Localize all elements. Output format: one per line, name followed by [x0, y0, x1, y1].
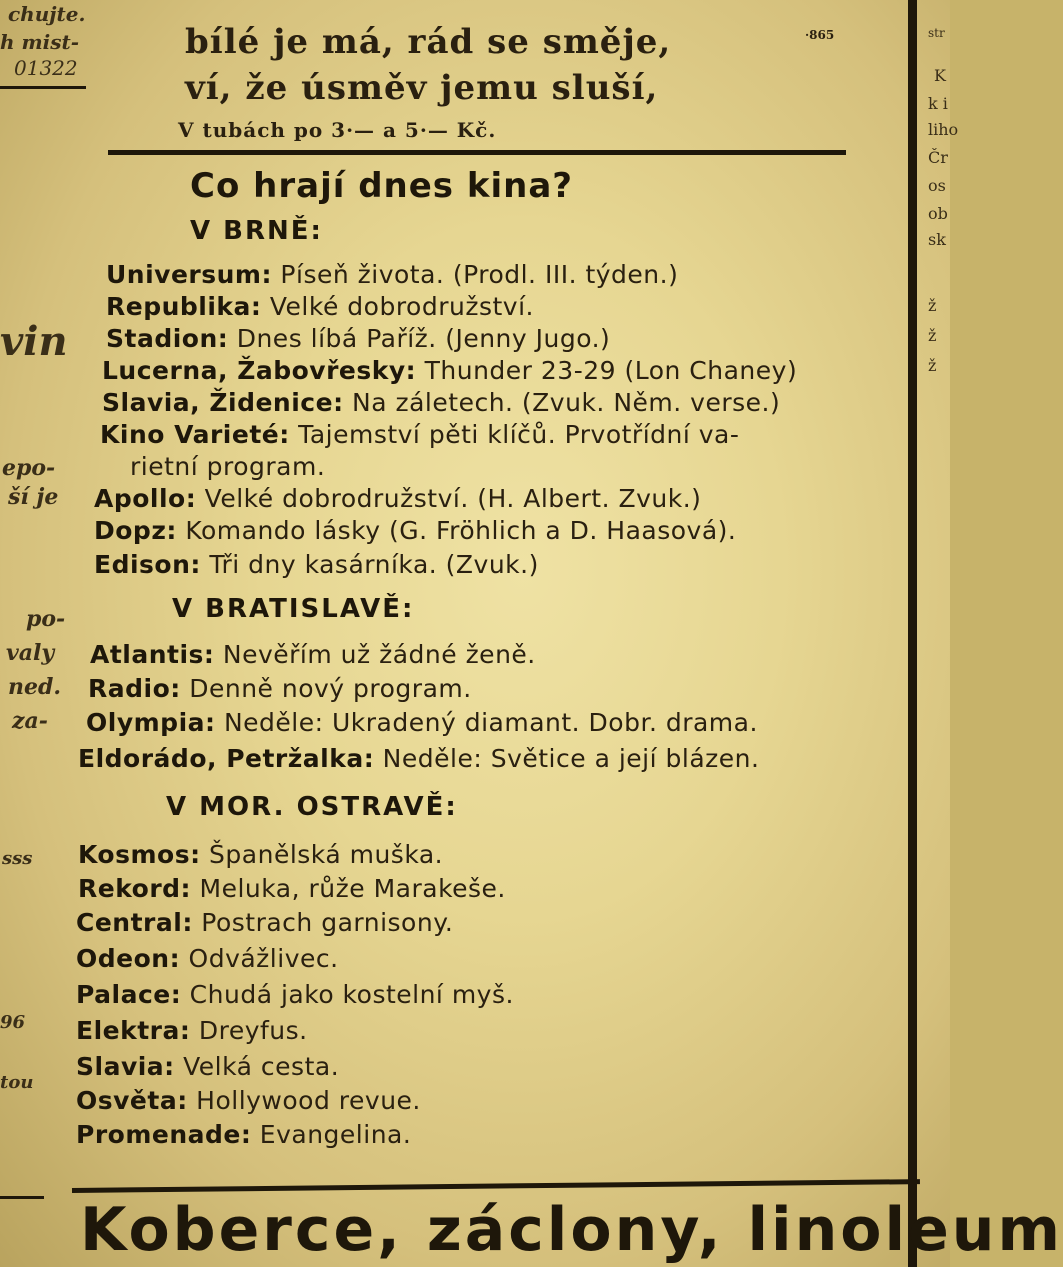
- cinema-entry: [88, 674, 472, 703]
- page-title: Co hrají dnes kina?: [190, 166, 574, 206]
- cinema-name: Atlantis:: [90, 640, 215, 669]
- left-fragment: 96: [0, 1012, 26, 1033]
- left-fragment: po-: [26, 606, 66, 632]
- film-title: Komando lásky (G. Fröhlich a D. Haasová).: [176, 516, 737, 545]
- left-rule: [0, 86, 86, 89]
- left-fragment: tou: [0, 1072, 34, 1093]
- film-title: Španělská muška.: [200, 840, 444, 869]
- cinema-entry: [90, 640, 536, 669]
- cinema-entry: [76, 944, 339, 973]
- film-title: Postrach garnisony.: [192, 908, 454, 937]
- cinema-name: Kino Varieté:: [100, 420, 290, 449]
- cinema-entry: [100, 420, 739, 449]
- cinema-name: Promenade:: [76, 1120, 252, 1149]
- cinema-name: Kosmos:: [78, 840, 201, 869]
- tube-price: V tubách po 3·— a 5·— Kč.: [178, 118, 497, 142]
- cinema-name: Dopz:: [94, 516, 177, 545]
- right-column-fragments: [900, 0, 959, 1267]
- left-fragment: za-: [12, 708, 48, 734]
- cinema-name: Universum:: [106, 260, 272, 289]
- left-fragment: ned.: [8, 674, 62, 700]
- section-heading: V BRNĚ:: [190, 216, 323, 246]
- cinema-name: Palace:: [76, 980, 182, 1009]
- cinema-entry: [94, 484, 701, 513]
- cinema-name: Edison:: [94, 550, 201, 579]
- film-title: Chudá jako kostelní myš.: [181, 980, 514, 1009]
- film-title: Dnes líbá Paříž. (Jenny Jugo.): [228, 324, 611, 353]
- film-title: Hollywood revue.: [187, 1086, 421, 1115]
- cinema-name: Olympia:: [86, 708, 216, 737]
- cinema-entry: [76, 1120, 411, 1149]
- film-title: Evangelina.: [251, 1120, 412, 1149]
- cinema-entry: [78, 874, 506, 903]
- film-title: Odvážlivec.: [180, 944, 339, 973]
- film-title: Tajemství pěti klíčů. Prvotřídní va-: [289, 420, 740, 449]
- cinema-name: Osvěta:: [76, 1086, 188, 1115]
- cinema-entry: [94, 516, 736, 545]
- film-title: Neděle: Ukradený diamant. Dobr. drama.: [215, 708, 758, 737]
- cinema-name: Slavia:: [76, 1052, 175, 1081]
- cinema-entry: [86, 708, 758, 737]
- cinema-name: Rekord:: [78, 874, 192, 903]
- cinema-name: Lucerna, Žabovřesky:: [102, 356, 417, 385]
- right-fragment: K: [934, 66, 946, 85]
- cinema-entry: [102, 388, 780, 417]
- right-fragment: ž: [928, 356, 937, 375]
- cinema-name: Republika:: [106, 292, 262, 321]
- column-rule: [908, 0, 917, 1267]
- right-fragment: os: [928, 176, 946, 195]
- verse-line: ví, že úsměv jemu sluší,: [185, 68, 659, 108]
- film-title: Velké dobrodružství.: [261, 292, 534, 321]
- right-fragment: ž: [928, 326, 937, 345]
- film-title: Denně nový program.: [180, 674, 472, 703]
- film-title: Velké dobrodružství. (H. Albert. Zvuk.): [196, 484, 702, 513]
- film-title: Velká cesta.: [174, 1052, 340, 1081]
- cinema-entry: [94, 550, 539, 579]
- cinema-entry: [130, 452, 325, 481]
- section-heading: V BRATISLAVĚ:: [172, 594, 415, 624]
- left-rule: [0, 1196, 44, 1199]
- cinema-entry: [78, 744, 759, 773]
- section-rule: [108, 150, 846, 155]
- cinema-name: Apollo:: [94, 484, 197, 513]
- cinema-entry: [106, 292, 534, 321]
- film-title: Na záletech. (Zvuk. Něm. verse.): [343, 388, 781, 417]
- left-fragment: sss: [2, 848, 33, 869]
- section-heading: V MOR. OSTRAVĚ:: [166, 792, 458, 822]
- film-title: Tři dny kasárníka. (Zvuk.): [200, 550, 539, 579]
- film-title: rietní program.: [130, 452, 326, 481]
- ad-number: ·865: [805, 28, 835, 42]
- verse-line: bílé je má, rád se směje,: [185, 22, 672, 62]
- cinema-name: Slavia, Židenice:: [102, 388, 344, 417]
- right-fragment: ob: [928, 204, 948, 223]
- right-fragment: Čr: [928, 148, 948, 167]
- cinema-entry: [76, 980, 514, 1009]
- right-fragment: str: [928, 26, 945, 40]
- cinema-name: Central:: [76, 908, 193, 937]
- cinema-entry: [106, 260, 678, 289]
- left-fragment: 01322: [14, 56, 78, 80]
- cinema-name: Stadion:: [106, 324, 229, 353]
- film-title: Neděle: Světice a její blázen.: [374, 744, 760, 773]
- right-fragment: sk: [928, 230, 946, 249]
- right-fragment: ž: [928, 296, 937, 315]
- cinema-entry: [102, 356, 797, 385]
- cinema-entry: [78, 840, 443, 869]
- right-fragment: liho: [928, 120, 959, 139]
- cinema-name: Radio:: [88, 674, 181, 703]
- film-title: Nevěřím už žádné ženě.: [214, 640, 536, 669]
- left-fragment: valy: [6, 640, 55, 666]
- cinema-name: Eldorádo, Petržalka:: [78, 744, 375, 773]
- cinema-name: Elektra:: [76, 1016, 191, 1045]
- left-fragment: chujte.: [8, 2, 86, 26]
- film-title: Píseň života. (Prodl. III. týden.): [271, 260, 679, 289]
- right-fragment: k i: [928, 94, 948, 113]
- cinema-name: Odeon:: [76, 944, 181, 973]
- cinema-entry: [76, 1016, 308, 1045]
- film-title: Thunder 23-29 (Lon Chaney): [416, 356, 798, 385]
- left-fragment: epo-: [2, 455, 56, 481]
- left-fragment: ší je: [8, 484, 59, 510]
- cinema-entry: [76, 1086, 421, 1115]
- cinema-entry: [76, 1052, 339, 1081]
- bottom-advertisement: Koberce, záclony, linoleum: [80, 1195, 1063, 1265]
- left-fragment: h mist-: [0, 30, 80, 54]
- cinema-entry: [76, 908, 453, 937]
- left-fragment: vin: [0, 318, 68, 365]
- film-title: Dreyfus.: [190, 1016, 308, 1045]
- film-title: Meluka, růže Marakeše.: [191, 874, 506, 903]
- cinema-entry: [106, 324, 610, 353]
